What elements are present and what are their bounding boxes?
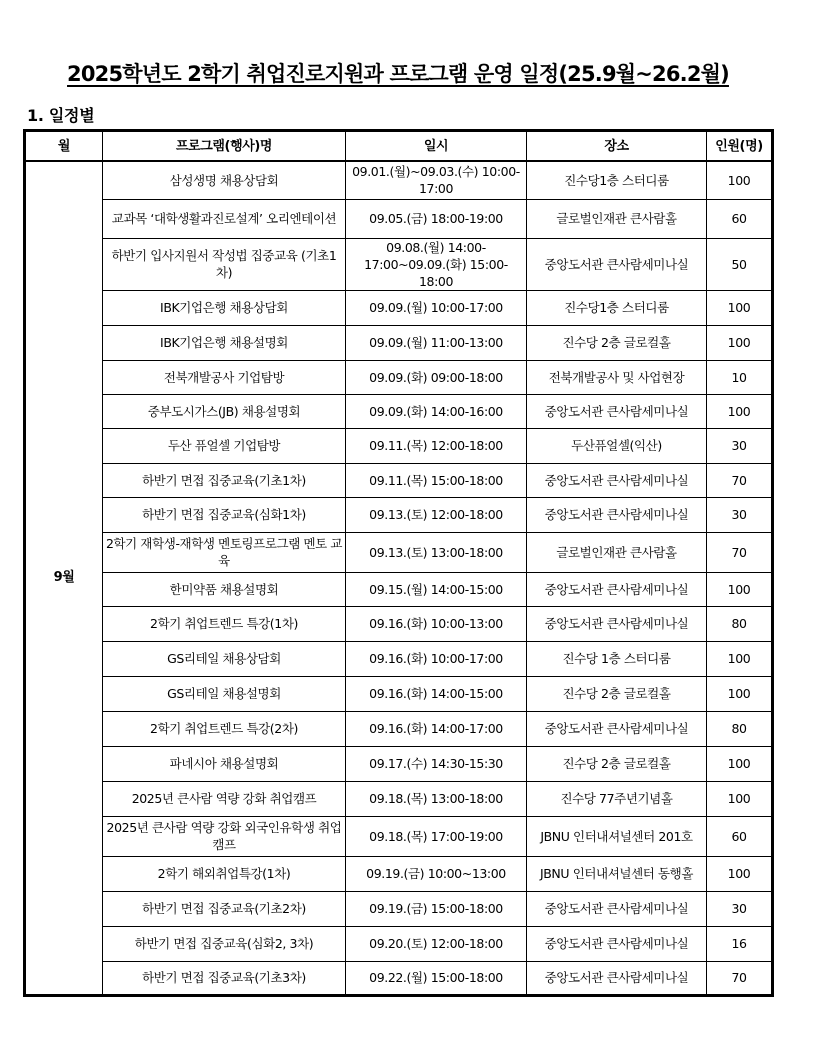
headcount-cell: 30 — [707, 428, 773, 463]
program-cell: 하반기 입사지원서 작성법 집중교육 (기초1차) — [103, 238, 346, 290]
table-row — [25, 290, 773, 325]
table-row — [25, 161, 773, 199]
table-row — [25, 816, 773, 856]
program-cell: 중부도시가스(JB) 채용설명회 — [103, 394, 346, 428]
table-row — [25, 325, 773, 360]
headcount-cell: 100 — [707, 325, 773, 360]
location-cell: 글로벌인재관 큰사람홀 — [527, 532, 707, 572]
datetime-cell: 09.15.(월) 14:00-15:00 — [346, 572, 527, 606]
headcount-cell: 100 — [707, 856, 773, 891]
program-cell: 전북개발공사 기업탐방 — [103, 360, 346, 394]
location-cell: 진수당 2층 글로컬홀 — [527, 676, 707, 711]
program-cell: 2학기 취업트렌드 특강(1차) — [103, 606, 346, 641]
table-row — [25, 891, 773, 926]
table-row — [25, 463, 773, 497]
headcount-cell: 100 — [707, 641, 773, 676]
location-cell: 진수당1층 스터디룸 — [527, 161, 707, 199]
headcount-cell: 10 — [707, 360, 773, 394]
datetime-cell: 09.18.(목) 13:00-18:00 — [346, 781, 527, 816]
page-title: 2025학년도 2학기 취업진로지원과 프로그램 운영 일정(25.9월~26.2월) — [67, 62, 729, 86]
location-cell: 진수당 2층 글로컬홀 — [527, 746, 707, 781]
datetime-cell: 09.09.(월) 11:00-13:00 — [346, 325, 527, 360]
headcount-cell: 70 — [707, 532, 773, 572]
headcount-cell: 50 — [707, 238, 773, 290]
datetime-cell: 09.09.(화) 14:00-16:00 — [346, 394, 527, 428]
datetime-cell: 09.13.(토) 13:00-18:00 — [346, 532, 527, 572]
table-row — [25, 428, 773, 463]
table-row — [25, 199, 773, 238]
table-row — [25, 606, 773, 641]
header-datetime: 일시 — [346, 131, 527, 162]
table-row — [25, 394, 773, 428]
table-row — [25, 746, 773, 781]
datetime-cell: 09.16.(화) 14:00-15:00 — [346, 676, 527, 711]
location-cell: 중앙도서관 큰사람세미나실 — [527, 497, 707, 532]
location-cell: 중앙도서관 큰사람세미나실 — [527, 606, 707, 641]
table-row — [25, 676, 773, 711]
program-cell: IBK기업은행 채용상담회 — [103, 290, 346, 325]
datetime-cell: 09.20.(토) 12:00-18:00 — [346, 926, 527, 961]
headcount-cell: 70 — [707, 463, 773, 497]
location-cell: 중앙도서관 큰사람세미나실 — [527, 238, 707, 290]
header-headcount: 인원(명) — [707, 131, 773, 162]
datetime-cell: 09.08.(월) 14:00-17:00~09.09.(화) 15:00-18:00 — [346, 238, 527, 290]
table-row — [25, 532, 773, 572]
table-row — [25, 238, 773, 290]
program-cell: 파네시아 채용설명회 — [103, 746, 346, 781]
datetime-cell: 09.17.(수) 14:30-15:30 — [346, 746, 527, 781]
table-row — [25, 572, 773, 606]
location-cell: JBNU 인터내셔널센터 동행홀 — [527, 856, 707, 891]
program-cell: 삼성생명 채용상담회 — [103, 161, 346, 199]
table-row — [25, 961, 773, 995]
location-cell: 글로벌인재관 큰사람홀 — [527, 199, 707, 238]
table-row — [25, 497, 773, 532]
datetime-cell: 09.13.(토) 12:00-18:00 — [346, 497, 527, 532]
schedule-body — [25, 161, 773, 995]
location-cell: 진수당 1층 스터디룸 — [527, 641, 707, 676]
program-cell: 하반기 면접 집중교육(기초3차) — [103, 961, 346, 995]
headcount-cell: 100 — [707, 572, 773, 606]
header-program: 프로그램(행사)명 — [103, 131, 346, 162]
headcount-cell: 100 — [707, 394, 773, 428]
program-cell: 2학기 재학생-재학생 멘토링프로그램 멘토 교육 — [103, 532, 346, 572]
location-cell: 중앙도서관 큰사람세미나실 — [527, 961, 707, 995]
headcount-cell: 60 — [707, 199, 773, 238]
location-cell: 진수당 2층 글로컬홀 — [527, 325, 707, 360]
headcount-cell: 100 — [707, 161, 773, 199]
location-cell: 중앙도서관 큰사람세미나실 — [527, 572, 707, 606]
headcount-cell: 60 — [707, 816, 773, 856]
program-cell: 2학기 취업트렌드 특강(2차) — [103, 711, 346, 746]
program-cell: 2025년 큰사람 역량 강화 취업캠프 — [103, 781, 346, 816]
headcount-cell: 100 — [707, 676, 773, 711]
datetime-cell: 09.11.(목) 12:00-18:00 — [346, 428, 527, 463]
program-cell: 한미약품 채용설명회 — [103, 572, 346, 606]
datetime-cell: 09.19.(금) 10:00~13:00 — [346, 856, 527, 891]
datetime-cell: 09.09.(화) 09:00-18:00 — [346, 360, 527, 394]
location-cell: 진수당1층 스터디룸 — [527, 290, 707, 325]
datetime-cell: 09.19.(금) 15:00-18:00 — [346, 891, 527, 926]
headcount-cell: 30 — [707, 497, 773, 532]
datetime-cell: 09.09.(월) 10:00-17:00 — [346, 290, 527, 325]
program-cell: 하반기 면접 집중교육(기초1차) — [103, 463, 346, 497]
location-cell: JBNU 인터내셔널센터 201호 — [527, 816, 707, 856]
program-cell: 하반기 면접 집중교육(기초2차) — [103, 891, 346, 926]
program-cell: 교과목 ‘대학생활과진로설계’ 오리엔테이션 — [103, 199, 346, 238]
headcount-cell: 100 — [707, 290, 773, 325]
datetime-cell: 09.16.(화) 10:00-17:00 — [346, 641, 527, 676]
location-cell: 중앙도서관 큰사람세미나실 — [527, 891, 707, 926]
headcount-cell: 30 — [707, 891, 773, 926]
headcount-cell: 16 — [707, 926, 773, 961]
datetime-cell: 09.22.(월) 15:00-18:00 — [346, 961, 527, 995]
table-header-row — [25, 131, 773, 162]
location-cell: 중앙도서관 큰사람세미나실 — [527, 711, 707, 746]
location-cell: 두산퓨얼셀(익산) — [527, 428, 707, 463]
program-cell: 2025년 큰사람 역량 강화 외국인유학생 취업캠프 — [103, 816, 346, 856]
header-month: 월 — [25, 131, 103, 162]
table-row — [25, 360, 773, 394]
location-cell: 중앙도서관 큰사람세미나실 — [527, 463, 707, 497]
program-cell: GS리테일 채용상담회 — [103, 641, 346, 676]
headcount-cell: 70 — [707, 961, 773, 995]
datetime-cell: 09.11.(목) 15:00-18:00 — [346, 463, 527, 497]
location-cell: 전북개발공사 및 사업현장 — [527, 360, 707, 394]
table-row — [25, 641, 773, 676]
program-cell: GS리테일 채용설명회 — [103, 676, 346, 711]
datetime-cell: 09.01.(월)~09.03.(수) 10:00-17:00 — [346, 161, 527, 199]
program-cell: IBK기업은행 채용설명회 — [103, 325, 346, 360]
datetime-cell: 09.16.(화) 14:00-17:00 — [346, 711, 527, 746]
location-cell: 중앙도서관 큰사람세미나실 — [527, 394, 707, 428]
table-row — [25, 856, 773, 891]
table-row — [25, 711, 773, 746]
section-heading: 1. 일정별 — [27, 106, 95, 125]
month-cell: 9월 — [25, 161, 103, 995]
table-row — [25, 781, 773, 816]
program-cell: 하반기 면접 집중교육(심화2, 3차) — [103, 926, 346, 961]
headcount-cell: 80 — [707, 711, 773, 746]
headcount-cell: 100 — [707, 781, 773, 816]
schedule-table — [23, 129, 774, 997]
datetime-cell: 09.18.(목) 17:00-19:00 — [346, 816, 527, 856]
location-cell: 진수당 77주년기념홀 — [527, 781, 707, 816]
datetime-cell: 09.16.(화) 10:00-13:00 — [346, 606, 527, 641]
program-cell: 2학기 해외취업특강(1차) — [103, 856, 346, 891]
table-row — [25, 926, 773, 961]
header-location: 장소 — [527, 131, 707, 162]
datetime-cell: 09.05.(금) 18:00-19:00 — [346, 199, 527, 238]
program-cell: 하반기 면접 집중교육(심화1차) — [103, 497, 346, 532]
location-cell: 중앙도서관 큰사람세미나실 — [527, 926, 707, 961]
headcount-cell: 100 — [707, 746, 773, 781]
program-cell: 두산 퓨얼셀 기업탐방 — [103, 428, 346, 463]
headcount-cell: 80 — [707, 606, 773, 641]
